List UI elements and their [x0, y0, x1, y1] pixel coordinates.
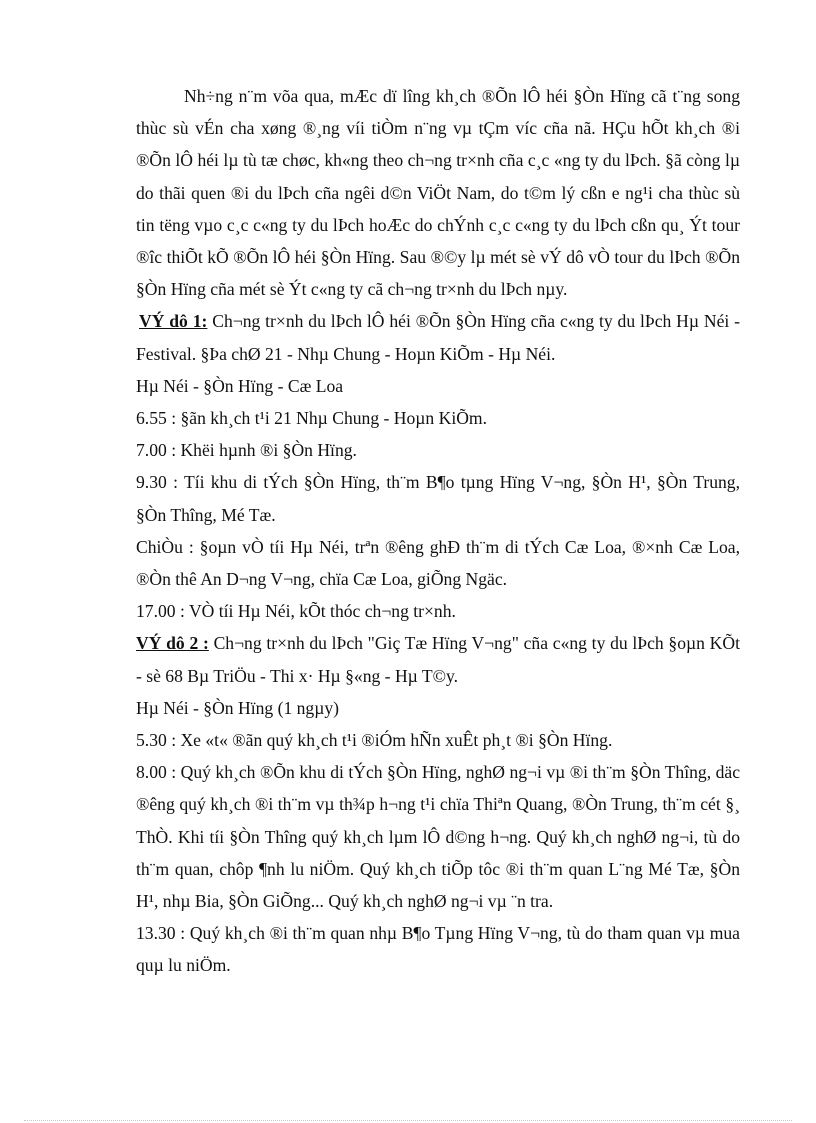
example-2-paragraph	[136, 627, 740, 691]
example-1-label: VÝ dô 1:	[139, 311, 208, 332]
route-line-2: Hµ Néi - §Òn Hïng (1 ngµy)	[136, 697, 340, 718]
schedule-line-1330: 13.30 : Quý kh¸ch ®i th¨m quan nhµ B¶o Tµng Hïng V¬ng, tù do tham quan vµ mua quµ lu niÖm.	[136, 923, 740, 976]
schedule-line-afternoon: ChiÒu : §oµn vÒ tíi Hµ Néi, trªn ®êng ghÐ th¨m di tÝch Cæ Loa, ®×nh Cæ Loa, ®Òn thê An D¬ng V¬ng, chïa Cæ Loa, giÕng Ngäc.	[136, 536, 740, 590]
schedule-line-800: 8.00 : Quý kh¸ch ®Õn khu di tÝch §Òn Hïng, nghØ ng¬i vµ ®i th¨m §Òn Thîng, däc ®êng quý kh¸ch ®i th¨m vµ th¾p h¬ng t¹i chïa Thiªn Quang, ®Òn Trung, th¨m cét §¸ ThÒ. Khi tíi §Òn Thîng quý kh¸ch lµm lÔ d©ng h¬ng. Quý kh¸ch nghØ ng¬i, tù do th¨m quan, chôp ¶nh lu niÖm. Quý kh¸ch tiÕp tôc ®i th¨m quan L¨ng Mé Tæ, §Òn H¹, nhµ Bia, §Òn GiÕng... Quý kh¸ch nghØ ng¬i vµ ¨n tra.	[136, 762, 740, 912]
schedule-line-930: 9.30 : Tíi khu di tÝch §Òn Hïng, th¨m B¶o tµng Hïng V¬ng, §Òn H¹, §Òn Trung, §Òn Thîng, Mé Tæ.	[136, 472, 740, 525]
example-1-paragraph	[136, 305, 740, 369]
page-bottom-divider	[24, 1120, 792, 1121]
example-1-text: Ch¬ng tr×nh du lÞch lÔ héi ®Õn §Òn Hïng cña c«ng ty du lÞch Hµ Néi - Festival. §Þa chØ 21 - Nhµ Chung - Hoµn KiÕm - Hµ Néi.	[136, 311, 740, 364]
schedule-line-700: 7.00 : Khëi hµnh ®i §Òn Hïng.	[136, 440, 357, 461]
example-2-label: VÝ dô 2 :	[136, 633, 209, 654]
intro-paragraph: Nh÷ng n¨m võa qua, mÆc dï lîng kh¸ch ®Õn lÔ héi §Òn Hïng cã t¨ng song thùc sù vÉn cha xøng ®¸ng víi tiÒm n¨ng vµ tÇm víc cña nã. HÇu hÕt kh¸ch ®i ®Õn lÔ héi lµ tù tæ chøc, kh«ng theo ch¬ng tr×nh cña c¸c «ng ty du lÞch. §ã còng lµ do thãi quen ®i du lÞch cña ngêi d©n ViÖt Nam, do t©m lý cßn e ng¹i cha thùc sù tin tëng vµo c¸c c«ng ty du lÞch hoÆc do chÝnh c¸c c«ng ty du lÞch cßn qu¸ Ýt tour ®îc thiÕt kÕ ®Õn lÔ héi §Òn Hïng. Sau ®©y lµ mét sè vÝ dô vÒ tour du lÞch ®Õn §Òn Hïng cña mét sè Ýt c«ng ty cã ch¬ng tr×nh du lÞch nµy.	[136, 86, 740, 300]
example-2-text: Ch¬ng tr×nh du lÞch "Giç Tæ Hïng V¬ng" cña c«ng ty du lÞch §oµn KÕt - sè 68 Bµ TriÖu - Thi x· Hµ §«ng - Hµ T©y.	[136, 633, 740, 686]
document-page	[136, 80, 740, 982]
schedule-line-655: 6.55 : §ãn kh¸ch t¹i 21 Nhµ Chung - Hoµn KiÕm.	[136, 408, 488, 429]
schedule-line-1700: 17.00 : VÒ tíi Hµ Néi, kÕt thóc ch¬ng tr×nh.	[136, 601, 456, 622]
route-line-1: Hµ Néi - §Òn Hïng - Cæ Loa	[136, 375, 344, 396]
schedule-line-530: 5.30 : Xe «t« ®ãn quý kh¸ch t¹i ®iÓm hÑn xuÊt ph¸t ®i §Òn Hïng.	[136, 730, 613, 751]
